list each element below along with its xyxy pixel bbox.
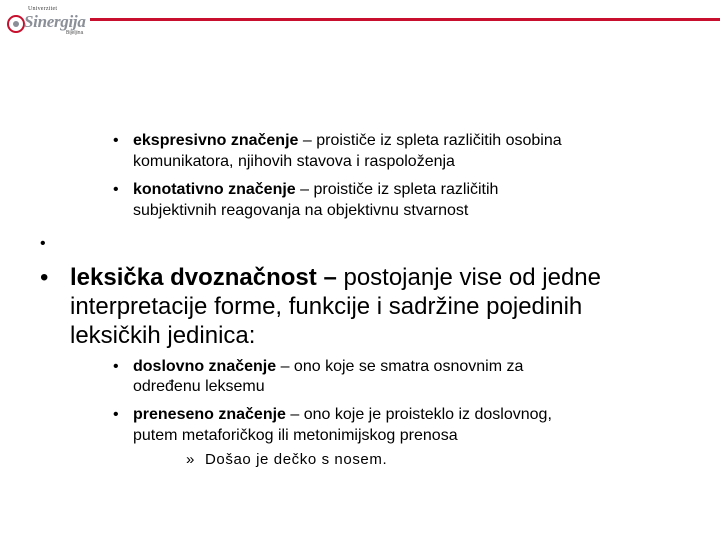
list-item-connotative — [133, 180, 498, 200]
list-item-expressive — [133, 131, 562, 151]
definition-expressive-1: – proističe iz spleta različitih osobina — [298, 132, 562, 149]
logo-sub-text: Bijeljina — [66, 30, 84, 36]
logo-top-text: Univerzitet — [28, 6, 58, 12]
term-connotative: konotativno značenje — [133, 181, 296, 198]
term-expressive: ekspresivno značenje — [133, 132, 299, 149]
definition-figurative-1: – ono koje je proisteklo iz doslovnog, — [285, 406, 552, 423]
term-figurative: preneseno značenje — [133, 406, 286, 423]
bullet-marker: • — [113, 358, 119, 375]
definition-connotative-2: subjektivnih reagovanja na objektivnu stvarnost — [133, 202, 469, 219]
empty-bullet: • — [40, 235, 46, 252]
term-literal: doslovno značenje — [133, 358, 277, 375]
bullet-marker: • — [113, 132, 119, 149]
bullet-marker: • — [113, 406, 119, 423]
definition-figurative-2: putem metaforičkog ili metonimijskog prenosa — [133, 427, 458, 444]
list-item-literal — [133, 357, 523, 377]
bullet-marker: • — [40, 264, 49, 291]
definition-lexical-3: leksičkih jedinica: — [70, 322, 256, 349]
definition-lexical-2: interpretacije forme, funkcije i sadržine pojedinih — [70, 293, 583, 320]
logo-emblem-icon — [6, 14, 26, 34]
definition-lexical-1: postojanje vise od jedne — [336, 264, 601, 291]
definition-literal-2: određenu leksemu — [133, 378, 265, 395]
bullet-marker: • — [113, 181, 119, 198]
logo-name: Sinergija — [24, 12, 86, 31]
university-logo — [6, 6, 90, 36]
definition-connotative-1: – proističe iz spleta različitih — [295, 181, 499, 198]
example-marker: » — [186, 451, 195, 468]
definition-literal-1: – ono koje se smatra osnovnim za — [276, 358, 524, 375]
term-lexical-ambiguity: leksička dvoznačnost – — [70, 264, 337, 291]
example-sentence: Došao je dečko s nosem. — [205, 451, 388, 468]
header-rule — [90, 18, 720, 21]
definition-expressive-2: komunikatora, njihovih stavova i raspoloženja — [133, 153, 455, 170]
list-item-lexical-ambiguity — [70, 263, 601, 292]
list-item-figurative — [133, 405, 552, 425]
